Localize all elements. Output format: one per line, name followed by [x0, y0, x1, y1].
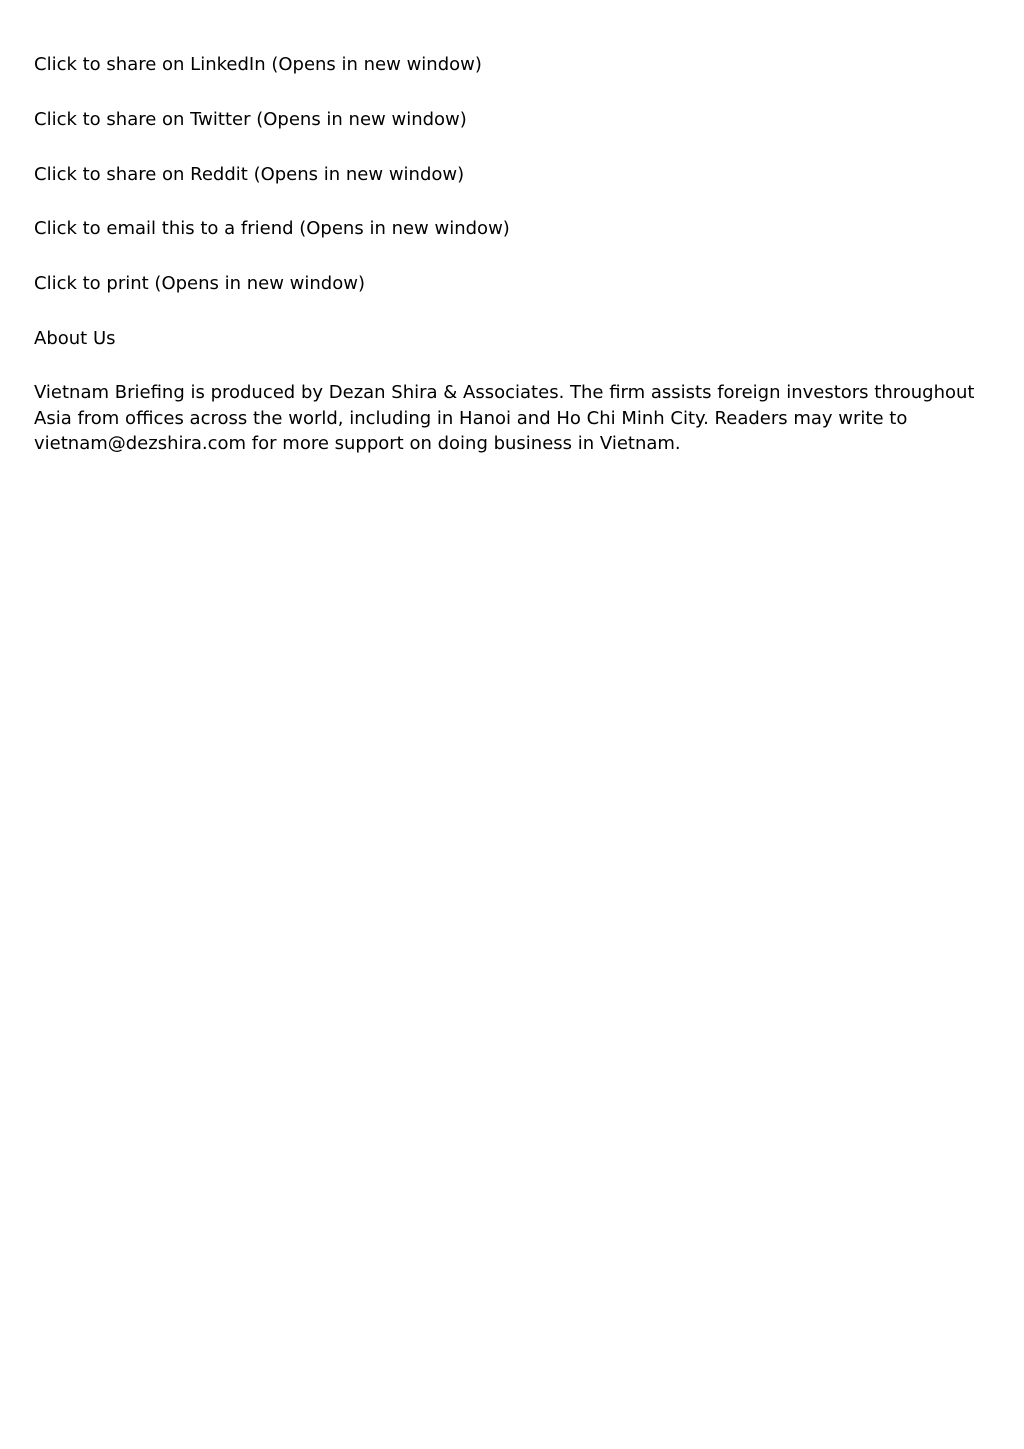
- print-link[interactable]: Click to print (Opens in new window): [34, 273, 365, 294]
- share-reddit-link[interactable]: Click to share on Reddit (Opens in new window): [34, 164, 465, 185]
- share-linkedin-link[interactable]: Click to share on LinkedIn (Opens in new window): [34, 54, 482, 75]
- about-text: Vietnam Briefing is produced by Dezan Shira & Associates. The firm assists foreign investors throughout Asia from offices across the world, including in Hanoi and Ho Chi Minh City. Readers may write to vietnam@dezshira.com for more support on doing business in Vietnam.: [34, 382, 975, 454]
- share-email-link[interactable]: Click to email this to a friend (Opens in new window): [34, 218, 510, 239]
- share-twitter-link[interactable]: Click to share on Twitter (Opens in new window): [34, 109, 467, 130]
- about-heading: About Us: [34, 328, 116, 349]
